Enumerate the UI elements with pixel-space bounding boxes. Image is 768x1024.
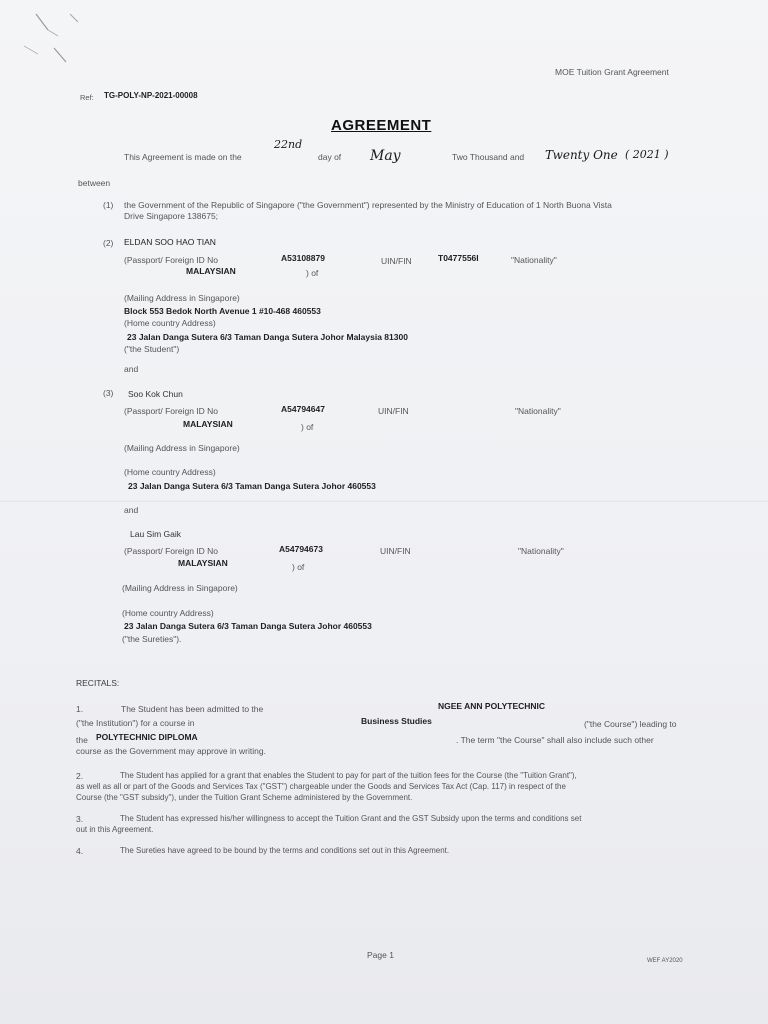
party3-nationality-value: MALAYSIAN — [183, 419, 233, 429]
recital1-diploma: POLYTECHNIC DIPLOMA — [96, 732, 198, 742]
handwritten-month: May — [370, 148, 401, 164]
party4-name: Lau Sim Gaik — [130, 529, 182, 539]
between-label: between — [78, 178, 111, 188]
recital2-line3: Course (the "GST subsidy"), under the Tuition Grant Scheme administered by the Government. — [76, 793, 413, 802]
document-type-label: MOE Tuition Grant Agreement — [555, 67, 669, 77]
party4-of: ) of — [292, 562, 305, 572]
recital2-line1: The Student has applied for a grant that enables the Student to pay for part of the tuition fees for the Course (the "Tuition Grant"), — [120, 771, 577, 780]
handwritten-year-words: Twenty One — [545, 148, 618, 162]
party2-and: and — [124, 364, 139, 374]
party4-passport-label: (Passport/ Foreign ID No — [124, 546, 219, 556]
intro-two-thousand: Two Thousand and — [452, 152, 525, 162]
recital2-number: 2. — [76, 771, 84, 781]
party4-home-address: 23 Jalan Danga Sutera 6/3 Taman Danga Sutera Johor 460553 — [124, 621, 372, 631]
intro-made-on: This Agreement is made on the — [124, 152, 242, 162]
party4-uin-label: UIN/FIN — [380, 546, 411, 556]
recital1-text-e: . The term "the Course" shall also include such other — [456, 735, 654, 745]
party1-text-line1: the Government of the Republic of Singapore ("the Government") represented by the Ministry of Education of 1 North Buona Vista — [124, 200, 612, 210]
recital1-text-a: The Student has been admitted to the — [121, 704, 264, 714]
party2-passport-value: A53108879 — [281, 253, 325, 263]
party2-passport-label: (Passport/ Foreign ID No — [124, 255, 219, 265]
party3-passport-label: (Passport/ Foreign ID No — [124, 406, 219, 416]
handwritten-day: 22nd — [274, 138, 303, 151]
document-title: AGREEMENT — [331, 117, 432, 134]
party2-number: (2) — [103, 238, 114, 248]
party2-mailing-label: (Mailing Address in Singapore) — [124, 293, 240, 303]
party4-nationality-value: MALAYSIAN — [178, 558, 228, 568]
party3-home-address: 23 Jalan Danga Sutera 6/3 Taman Danga Sutera Johor 460553 — [128, 481, 376, 491]
recital1-institution: NGEE ANN POLYTECHNIC — [438, 701, 546, 711]
recital3-number: 3. — [76, 814, 84, 824]
recital4-line1: The Sureties have agreed to be bound by the terms and conditions set out in this Agreement. — [120, 846, 450, 855]
recital2-line2: as well as all or part of the Goods and Services Tax ("GST") chargeable under the Goods and Services Tax Act (Cap. 117) in respect of the — [76, 782, 566, 791]
party3-passport-value: A54794647 — [281, 404, 325, 414]
recital1-text-f: course as the Government may approve in writing. — [76, 746, 266, 756]
party2-mailing-address: Block 553 Bedok North Avenue 1 #10-468 460553 — [124, 306, 321, 316]
party2-of: ) of — [306, 268, 319, 278]
party3-uin-label: UIN/FIN — [378, 406, 409, 416]
recital1-text-d: the — [76, 735, 88, 745]
recitals-heading: RECITALS: — [76, 678, 120, 688]
party2-uin-value: T0477556I — [438, 253, 479, 263]
fold-crease — [0, 500, 768, 503]
party3-name: Soo Kok Chun — [128, 389, 183, 399]
party1-number: (1) — [103, 200, 114, 210]
party2-nationality-value: MALAYSIAN — [186, 266, 236, 276]
party2-nationality-label: "Nationality" — [511, 255, 557, 265]
recital1-course: Business Studies — [361, 716, 432, 726]
party3-of: ) of — [301, 422, 314, 432]
effective-year-label: WEF AY2020 — [647, 958, 683, 964]
party2-home-label: (Home country Address) — [124, 318, 216, 328]
staple-marks-icon — [18, 8, 88, 78]
party3-and: and — [124, 505, 139, 515]
party4-home-label: (Home country Address) — [122, 608, 214, 618]
party3-mailing-label: (Mailing Address in Singapore) — [124, 443, 240, 453]
party2-home-address: 23 Jalan Danga Sutera 6/3 Taman Danga Sutera Johor Malaysia 81300 — [127, 332, 408, 342]
party3-number: (3) — [103, 388, 114, 398]
party2-name: ELDAN SOO HAO TIAN — [124, 237, 216, 247]
party3-nationality-label: "Nationality" — [515, 406, 561, 416]
party1-text-line2: Drive Singapore 138675; — [124, 211, 219, 221]
party4-mailing-label: (Mailing Address in Singapore) — [122, 583, 238, 593]
recital4-number: 4. — [76, 846, 84, 856]
handwritten-year-number: ( 2021 ) — [625, 148, 669, 161]
recital3-line2: out in this Agreement. — [76, 825, 154, 834]
recital1-text-b: ("the Institution") for a course in — [76, 718, 195, 728]
ref-label: Ref: — [80, 93, 94, 102]
page-number: Page 1 — [367, 950, 394, 960]
party2-uin-label: UIN/FIN — [381, 256, 412, 266]
ref-number: TG-POLY-NP-2021-00008 — [104, 91, 198, 100]
recital3-line1: The Student has expressed his/her willingness to accept the Tuition Grant and the GST Subsidy upon the terms and conditions set — [120, 814, 582, 823]
recital1-number: 1. — [76, 704, 84, 714]
party4-passport-value: A54794673 — [279, 544, 323, 554]
party4-nationality-label: "Nationality" — [518, 546, 564, 556]
party3-home-label: (Home country Address) — [124, 467, 216, 477]
party4-role: ("the Sureties"). — [122, 634, 182, 644]
recital1-text-c: ("the Course") leading to — [584, 719, 677, 729]
party2-role: ("the Student") — [124, 344, 180, 354]
intro-day-of: day of — [318, 152, 342, 162]
